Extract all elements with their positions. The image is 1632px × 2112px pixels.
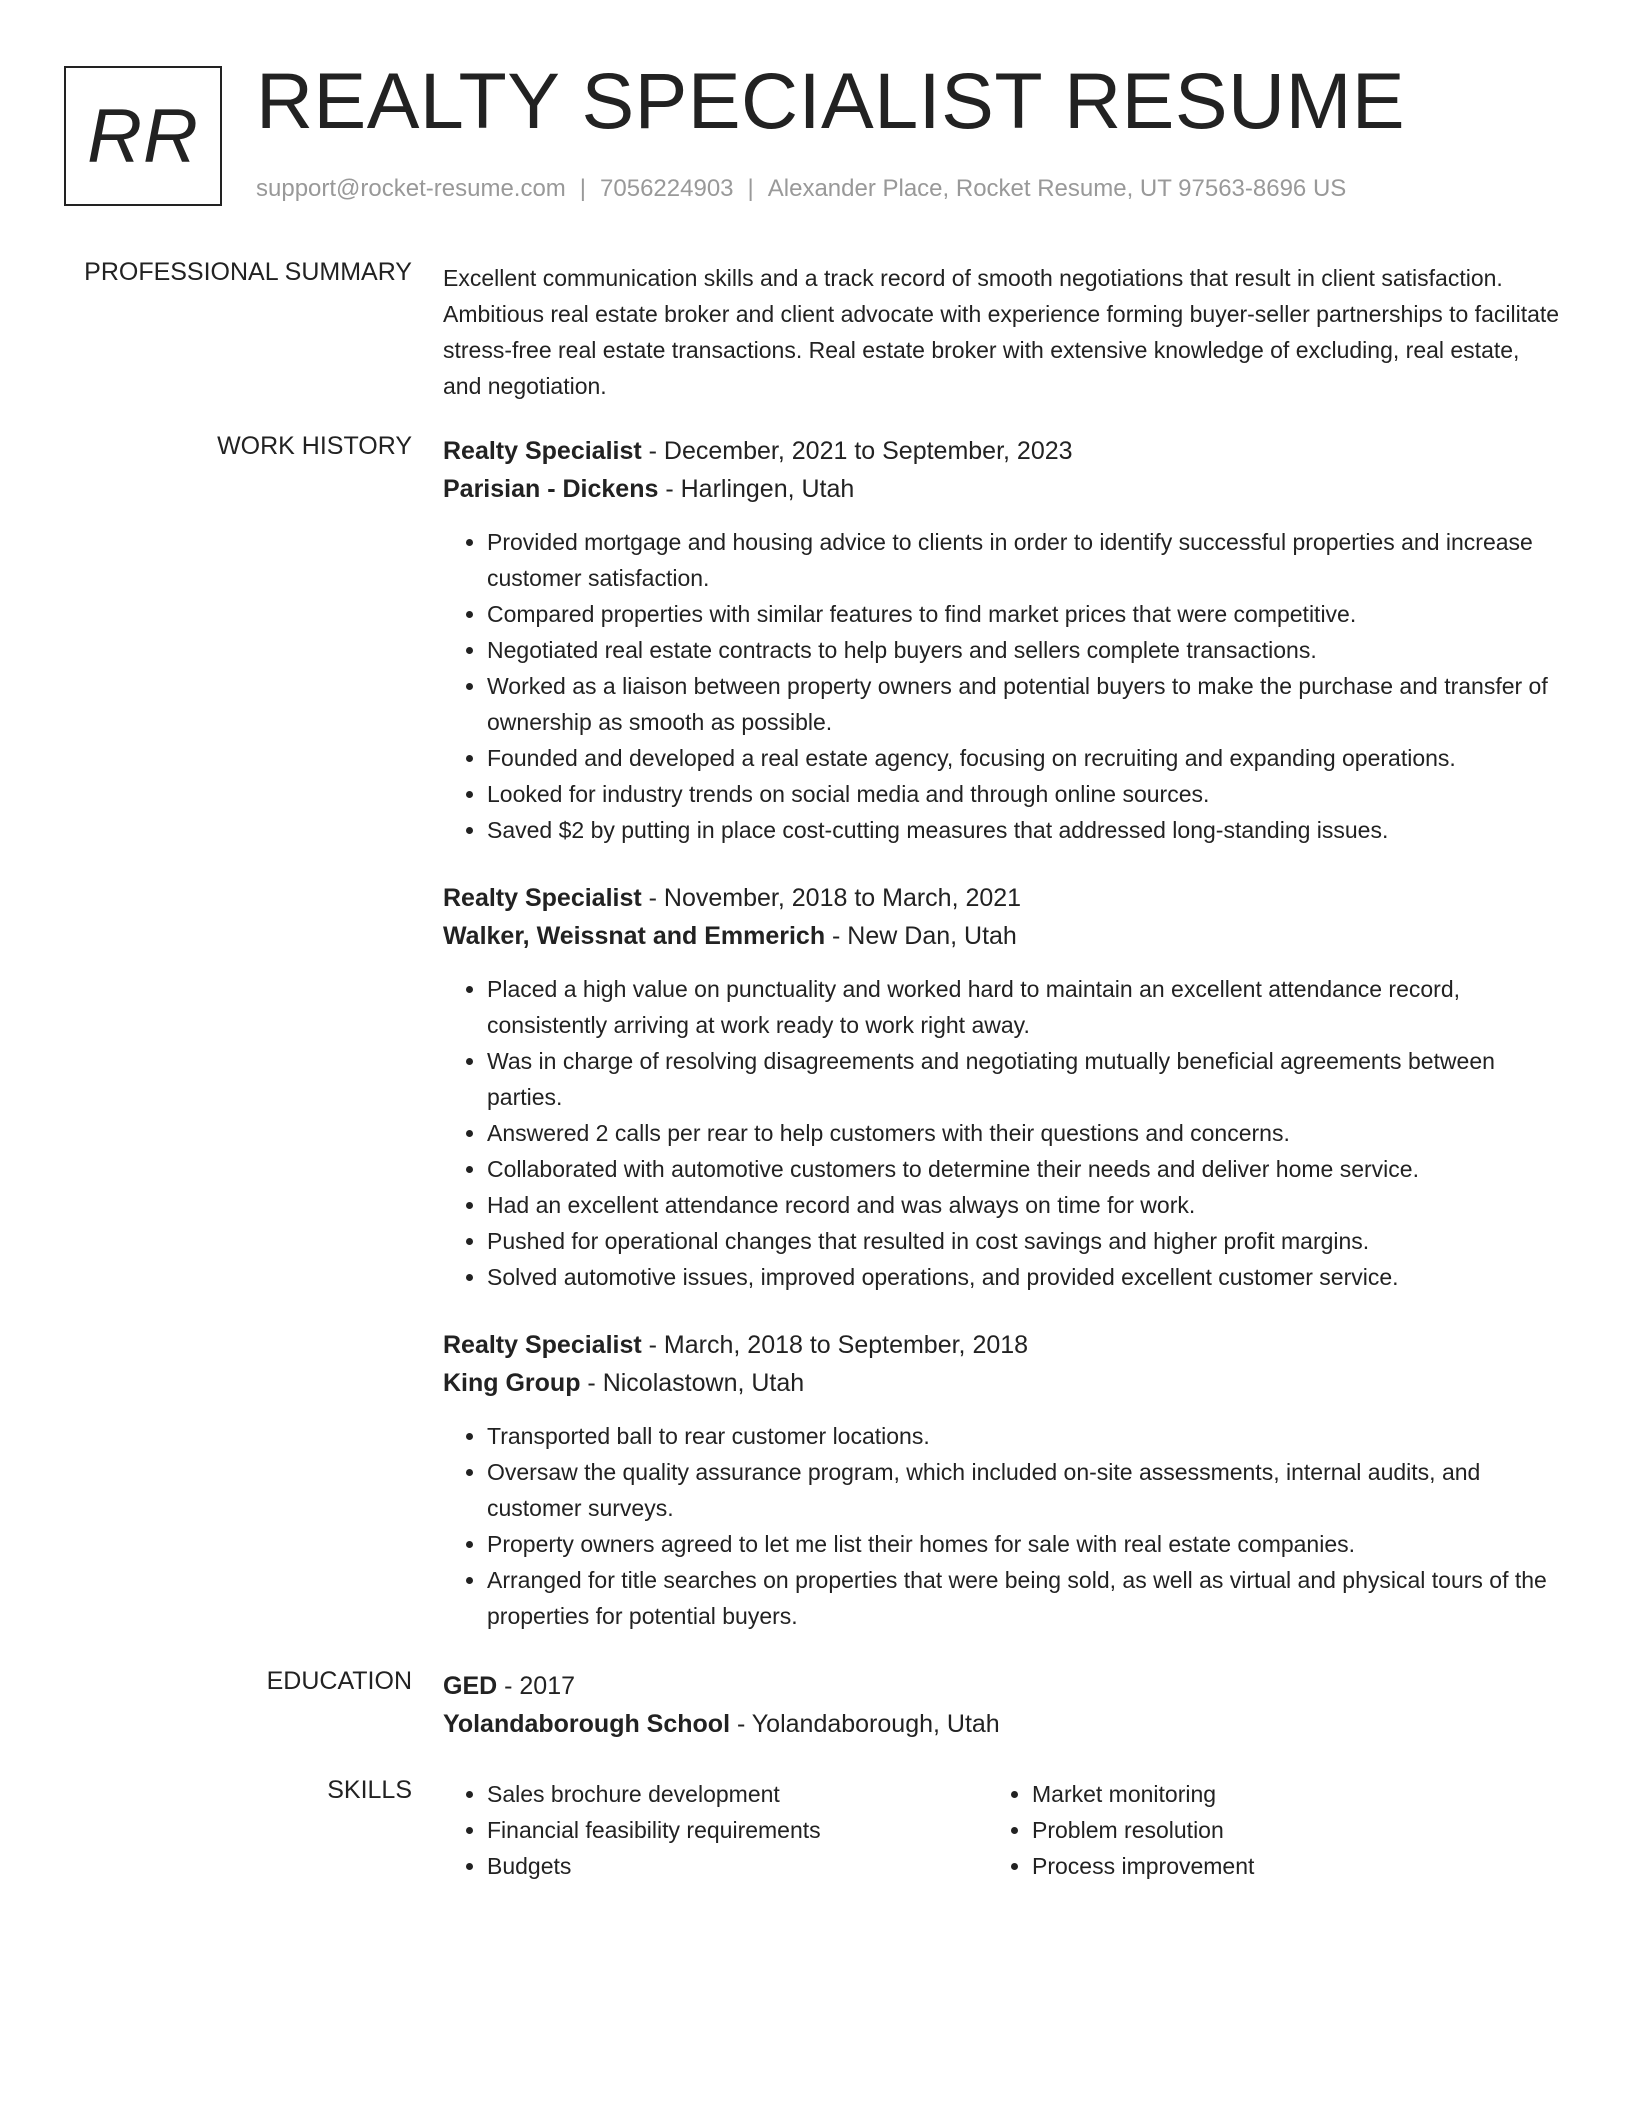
job-bullets [443, 1418, 1560, 1634]
section-label-work-history: WORK HISTORY [217, 432, 412, 460]
job-title-line [443, 879, 1560, 917]
list-item: • Oversaw the quality assurance program, which included on-site assessments, internal audits, and customer surveys. [487, 1454, 1560, 1526]
contact-email: support@rocket-resume.com [256, 175, 566, 202]
job-location: - New Dan, Utah [825, 922, 1017, 950]
skill-item: • Sales brochure development [487, 1776, 988, 1812]
list-item: • Had an excellent attendance record and was always on time for work. [487, 1187, 1560, 1223]
contact-separator: | [579, 175, 587, 202]
list-item: • Solved automotive issues, improved operations, and provided excellent customer service. [487, 1259, 1560, 1295]
list-item: • Was in charge of resolving disagreements and negotiating mutually beneficial agreements between parties. [487, 1043, 1560, 1115]
list-item: • Saved $2 by putting in place cost-cutting measures that addressed long-standing issues. [487, 812, 1560, 848]
skill-item: • Problem resolution [1032, 1812, 1533, 1848]
job-company: King Group [443, 1369, 581, 1397]
job-company-line [443, 1364, 1560, 1402]
list-item: • Answered 2 calls per rear to help customers with their questions and concerns. [487, 1115, 1560, 1151]
job-entry [443, 879, 1560, 1295]
section-label-summary: PROFESSIONAL SUMMARY [84, 258, 412, 286]
education-degree: GED [443, 1672, 498, 1700]
list-item: • Placed a high value on punctuality and worked hard to maintain an excellent attendance record, consistently arriving at work ready to work right away. [487, 971, 1560, 1043]
job-company-line [443, 917, 1560, 955]
job-title: Realty Specialist [443, 437, 642, 465]
skill-item: • Financial feasibility requirements [487, 1812, 988, 1848]
skill-item: • Budgets [487, 1848, 988, 1884]
skills-body [443, 1776, 1560, 1884]
work-history-body [443, 879, 1560, 1295]
job-dates: - November, 2018 to March, 2021 [641, 884, 1022, 912]
job-entry [443, 432, 1560, 848]
list-item: • Compared properties with similar features to find market prices that were competitive. [487, 596, 1560, 632]
job-company-line [443, 470, 1560, 508]
job-location: - Nicolastown, Utah [580, 1369, 805, 1397]
summary-body [443, 258, 1560, 404]
skills-list-left [443, 1776, 988, 1884]
work-history-body [443, 432, 1560, 848]
section-label-skills: SKILLS [327, 1776, 412, 1804]
list-item: • Property owners agreed to let me list their homes for sale with real estate companies. [487, 1526, 1560, 1562]
list-item: • Looked for industry trends on social media and through online sources. [487, 776, 1560, 812]
monogram-logo: RR [64, 66, 222, 206]
education-degree-line [443, 1667, 1560, 1705]
contact-address: Alexander Place, Rocket Resume, UT 97563-8696 US [767, 175, 1347, 202]
job-dates: - December, 2021 to September, 2023 [641, 437, 1073, 465]
list-item: • Provided mortgage and housing advice to clients in order to identify successful properties and increase customer satisfaction. [487, 524, 1560, 596]
education-year: - 2017 [497, 1672, 576, 1700]
work-history-body [443, 1326, 1560, 1634]
job-title: Realty Specialist [443, 884, 642, 912]
contact-line [256, 175, 1346, 203]
page-title: REALTY SPECIALIST RESUME [256, 56, 1406, 145]
skills-columns [443, 1776, 1560, 1884]
list-item: • Transported ball to rear customer locations. [487, 1418, 1560, 1454]
list-item: • Founded and developed a real estate agency, focusing on recruiting and expanding operations. [487, 740, 1560, 776]
list-item: • Negotiated real estate contracts to help buyers and sellers complete transactions. [487, 632, 1560, 668]
education-school-line [443, 1705, 1560, 1743]
summary-text: Excellent communication skills and a track record of smooth negotiations that result in client satisfaction. Ambitious real estate broker and client advocate with experience forming buyer-seller partnerships to facilitate stress-free real estate transactions. Real estate broker with extensive knowledge of excluding, real estate, and negotiation. [443, 265, 1560, 399]
list-item: • Arranged for title searches on properties that were being sold, as well as virtual and physical tours of the properties for potential buyers. [487, 1562, 1560, 1634]
job-company: Parisian - Dickens [443, 475, 659, 503]
contact-separator: | [747, 175, 754, 202]
list-item: • Collaborated with automotive customers to determine their needs and deliver home service. [487, 1151, 1560, 1187]
education-school: Yolandaborough School [443, 1710, 731, 1738]
job-entry [443, 1326, 1560, 1634]
contact-phone: 7056224903 [600, 175, 734, 202]
job-bullets [443, 971, 1560, 1295]
job-company: Walker, Weissnat and Emmerich [443, 922, 826, 950]
list-item: • Pushed for operational changes that resulted in cost savings and higher profit margins. [487, 1223, 1560, 1259]
skills-list-right [988, 1776, 1533, 1884]
job-location: - Harlingen, Utah [658, 475, 855, 503]
section-label-education: EDUCATION [266, 1667, 412, 1695]
job-bullets [443, 524, 1560, 848]
list-item: • Worked as a liaison between property owners and potential buyers to make the purchase and transfer of ownership as smooth as possible. [487, 668, 1560, 740]
job-dates: - March, 2018 to September, 2018 [641, 1331, 1029, 1359]
job-title-line [443, 432, 1560, 470]
education-location: - Yolandaborough, Utah [730, 1710, 1000, 1738]
job-title: Realty Specialist [443, 1331, 642, 1359]
education-body [443, 1667, 1560, 1743]
job-title-line [443, 1326, 1560, 1364]
skill-item: • Process improvement [1032, 1848, 1533, 1884]
skill-item: • Market monitoring [1032, 1776, 1533, 1812]
